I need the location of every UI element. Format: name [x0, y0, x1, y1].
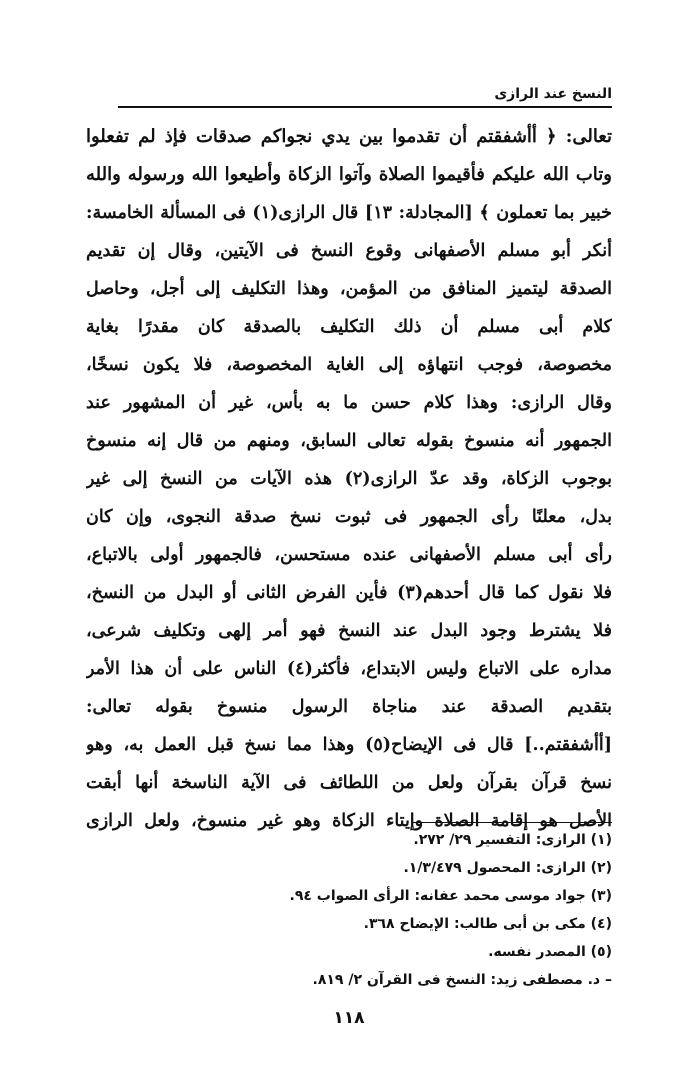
- text-line: [أأشفقتم..] قال فى الإيضاح(٥) وهذا مما نسخ قبل العمل به، وهو: [86, 735, 612, 755]
- text-line: الأصل هو إقامة الصلاة وإيتاء الزكاة وهو غير منسوخ، ولعل الرازى: [86, 811, 612, 831]
- text-line: أنكر أبو مسلم الأصفهانى وقوع النسخ فى الآيتين، وقال إن تقديم: [86, 241, 612, 261]
- text-line: وقال الرازى: وهذا كلام حسن ما به بأس، غير أن المشهور عند: [86, 393, 612, 413]
- footnote: (٣) جواد موسى محمد عفانه: الرأى الصواب ٩٤.: [289, 888, 612, 904]
- text-line: فلا يشترط وجود البدل عند النسخ فهو أمر إلهى وتكليف شرعى،: [86, 621, 612, 641]
- text-line: بوجوب الزكاة، وقد عدّ الرازى(٢) هذه الآيات من النسخ إلى غير: [86, 469, 612, 489]
- footnote: (١) الرازى: التفسير ٢٩/ ٢٧٢.: [413, 832, 612, 848]
- footnote: (٢) الرازى: المحصول ١/٣/٤٧٩.: [403, 860, 612, 876]
- text-line: فلا نقول كما قال أحدهم(٣) فأين الفرض الثانى أو البدل من النسخ،: [86, 583, 612, 603]
- footnote-separator: [412, 822, 612, 823]
- text-line: تعالى: ﴿ أأشفقتم أن تقدموا بين يدي نجواكم صدقات فإذ لم تفعلوا: [86, 126, 612, 147]
- text-line: مداره على الاتباع وليس الابتداع، فأكثر(٤) الناس على أن هذا الأمر: [86, 659, 612, 679]
- text-line: رأى أبى مسلم الأصفهانى عنده مستحسن، فالجمهور أولى بالاتباع،: [86, 545, 612, 565]
- main-text: [86, 118, 612, 840]
- text-line: الصدقة ليتميز المنافق من المؤمن، وهذا التكليف إلى أجل، وحاصل: [86, 279, 612, 299]
- footnote: (٤) مكى بن أبى طالب: الإيضاح ٣٦٨.: [363, 916, 612, 932]
- running-header-title: النسخ عند الرازى: [494, 86, 612, 102]
- text-line: وتاب الله عليكم فأقيموا الصلاة وآتوا الزكاة وأطيعوا الله ورسوله والله: [86, 164, 612, 185]
- running-header: [118, 84, 612, 108]
- footnotes: [118, 826, 612, 994]
- page-number: ١١٨: [333, 1008, 365, 1028]
- text-line: بدل، معلنًا رأى الجمهور فى ثبوت نسخ صدقة النجوى، وإن كان: [86, 507, 612, 527]
- text-line: نسخ قرآن بقرآن ولعل من اللطائف فى الآية الناسخة أنها أبقت: [86, 773, 612, 793]
- text-line: كلام أبى مسلم أن ذلك التكليف بالصدقة كان مقدرًا بغاية: [86, 317, 612, 337]
- text-line: الجمهور أنه منسوخ بقوله تعالى السابق، ومنهم من قال إنه منسوخ: [86, 431, 612, 451]
- text-line: بتقديم الصدقة عند مناجاة الرسول منسوخ بقوله تعالى:: [86, 697, 612, 717]
- text-line: خبير بما تعملون ﴾ [المجادلة: ١٣] قال الرازى(١) فى المسألة الخامسة:: [86, 203, 612, 223]
- footnote: (٥) المصدر نفسه.: [488, 944, 612, 960]
- text-line: مخصوصة، فوجب انتهاؤه إلى الغاية المخصوصة، فلا يكون نسخًا،: [86, 355, 612, 375]
- footnote: – د. مصطفى زيد: النسخ فى القرآن ٢/ ٨١٩.: [312, 972, 612, 988]
